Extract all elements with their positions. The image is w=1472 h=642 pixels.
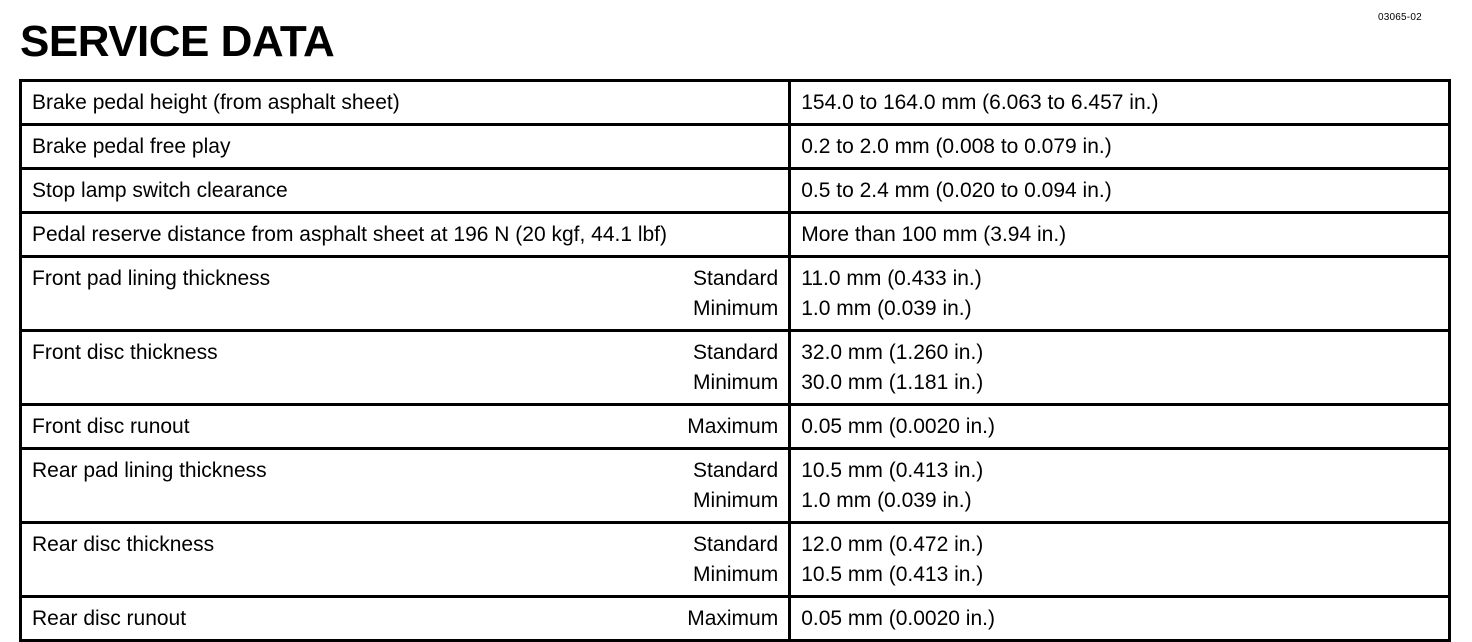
spec-item-cell (21, 331, 790, 405)
spec-value: 0.05 mm (0.0020 in.) (801, 415, 995, 438)
spec-value: 32.0 mm (1.260 in.) (801, 341, 984, 364)
spec-value: 154.0 to 164.0 mm (6.063 to 6.457 in.) (801, 91, 1159, 114)
spec-value-cell (790, 257, 1450, 331)
spec-item-cell (21, 125, 790, 169)
spec-value-cell (790, 597, 1450, 641)
spec-value-cell (790, 331, 1450, 405)
spec-value: More than 100 mm (3.94 in.) (801, 223, 1067, 246)
spec-qualifier: Standard (692, 533, 779, 556)
spec-value: 30.0 mm (1.181 in.) (801, 371, 984, 394)
spec-value-cell (790, 81, 1450, 125)
spec-item-label: Front pad lining thickness (32, 267, 271, 290)
spec-item-cell (21, 597, 790, 641)
spec-item-cell (21, 449, 790, 523)
spec-item-cell (21, 213, 790, 257)
spec-qualifier: Standard (692, 459, 779, 482)
table-row (21, 405, 1450, 449)
spec-value: 0.5 to 2.4 mm (0.020 to 0.094 in.) (801, 179, 1112, 202)
page-title: SERVICE DATA (20, 17, 335, 66)
spec-qualifier: Minimum (693, 297, 779, 320)
table-row (21, 331, 1450, 405)
table-row (21, 213, 1450, 257)
spec-value: 10.5 mm (0.413 in.) (801, 563, 984, 586)
spec-item-label: Front disc thickness (32, 341, 218, 364)
spec-value: 1.0 mm (0.039 in.) (801, 489, 972, 512)
table-row (21, 597, 1450, 641)
spec-value: 11.0 mm (0.433 in.) (801, 267, 982, 290)
table-body (21, 81, 1450, 641)
table-row (21, 81, 1450, 125)
spec-item-label: Brake pedal height (from asphalt sheet) (32, 91, 400, 114)
spec-value-cell (790, 213, 1450, 257)
spec-value: 0.05 mm (0.0020 in.) (801, 607, 995, 630)
spec-qualifier: Minimum (693, 489, 779, 512)
table-row (21, 257, 1450, 331)
table-row (21, 523, 1450, 597)
spec-value-cell (790, 523, 1450, 597)
spec-qualifier: Maximum (687, 415, 779, 438)
spec-qualifier: Minimum (693, 371, 779, 394)
spec-value-cell (790, 405, 1450, 449)
service-data-table (19, 79, 1451, 642)
spec-qualifier: Standard (692, 341, 779, 364)
spec-value: 12.0 mm (0.472 in.) (801, 533, 984, 556)
spec-item-label: Front disc runout (32, 415, 190, 438)
spec-value: 0.2 to 2.0 mm (0.008 to 0.079 in.) (801, 135, 1112, 158)
spec-item-cell (21, 523, 790, 597)
spec-qualifier: Maximum (687, 607, 779, 630)
spec-value-cell (790, 125, 1450, 169)
spec-item-cell (21, 169, 790, 213)
document-code: 03065-02 (1378, 12, 1422, 23)
spec-qualifier: Standard (692, 267, 779, 290)
spec-item-label: Stop lamp switch clearance (32, 179, 288, 202)
table-row (21, 169, 1450, 213)
spec-value: 1.0 mm (0.039 in.) (801, 297, 972, 320)
spec-item-cell (21, 257, 790, 331)
spec-item-label: Rear pad lining thickness (32, 459, 267, 482)
table-row (21, 449, 1450, 523)
spec-item-label: Rear disc thickness (32, 533, 215, 556)
spec-item-label: Brake pedal free play (32, 135, 231, 158)
spec-value-cell (790, 169, 1450, 213)
spec-value: 10.5 mm (0.413 in.) (801, 459, 984, 482)
table-row (21, 125, 1450, 169)
spec-value-cell (790, 449, 1450, 523)
spec-item-cell (21, 81, 790, 125)
spec-item-label: Rear disc runout (32, 607, 187, 630)
spec-qualifier: Minimum (693, 563, 779, 586)
spec-item-label: Pedal reserve distance from asphalt sheet at 196 N (20 kgf, 44.1 lbf) (32, 223, 668, 246)
spec-item-cell (21, 405, 790, 449)
